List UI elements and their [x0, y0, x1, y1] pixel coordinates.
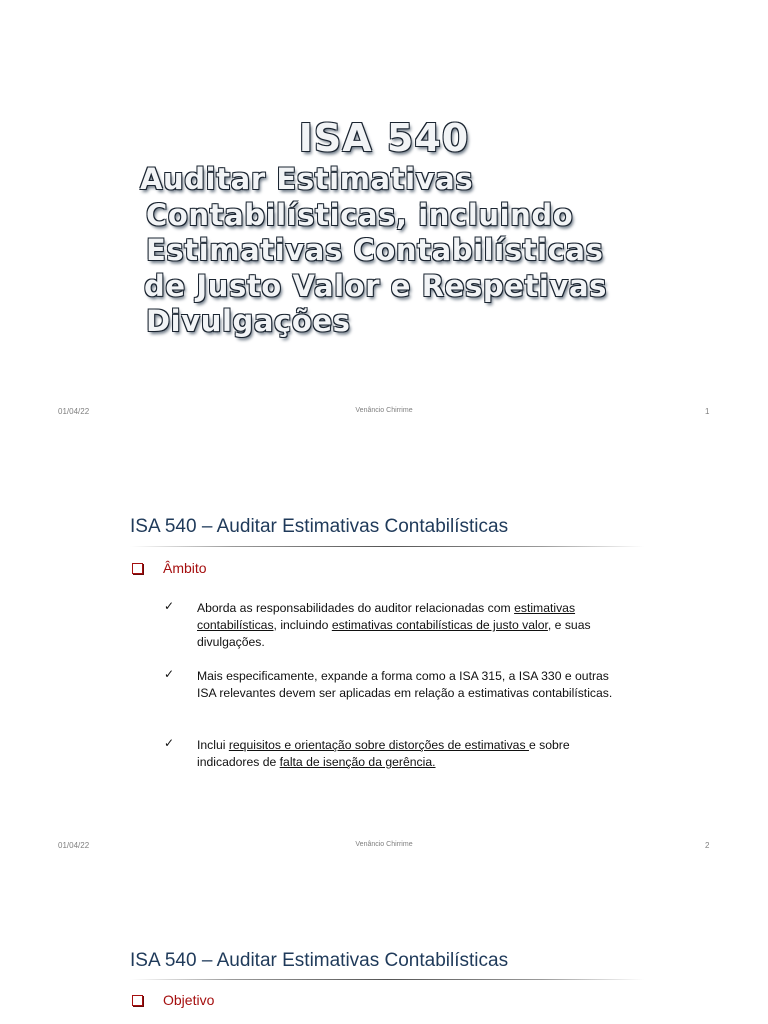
slide-1: [0, 0, 768, 440]
footer-page-number: 1: [705, 407, 710, 416]
footer-author: Venâncio Chirrime: [355, 407, 413, 414]
subtitle-line: Auditar Estimativas: [140, 162, 474, 196]
title-divider: [130, 546, 644, 547]
bullet-text: Mais especificamente, expande a forma como a ISA 315, a ISA 330 e outras ISA relevantes devem ser aplicadas em relação a estimativas contabilísticas.: [197, 669, 613, 700]
slide-1-title: ISA 540: [298, 116, 470, 160]
slide-footer: [0, 841, 768, 855]
footer-date: 01/04/22: [58, 407, 90, 416]
underlined-term: estimativas contabilísticas: [197, 601, 576, 632]
subtitle-line: de Justo Valor e Respetivas: [144, 268, 607, 303]
checkmark-icon: ✓: [164, 736, 175, 750]
slide-3-title: ISA 540 – Auditar Estimativas Contabilísticas: [130, 950, 509, 971]
slide-1-subtitle: [140, 162, 700, 340]
section-heading-ambito: [132, 560, 207, 576]
checkbox-square-icon: [132, 995, 143, 1006]
subtitle-line: Estimativas Contabilísticas: [146, 233, 604, 267]
footer-author: Venâncio Chirrime: [355, 841, 413, 848]
checkbox-square-icon: [132, 563, 143, 574]
subtitle-line: Contabilísticas, incluindo: [146, 197, 574, 232]
bullet-text: Aborda as responsabilidades do auditor relacionadas com estimativas contabilísticas, incluindo estimativas contabilísticas de justo valor, e suas divulgações.: [197, 601, 591, 649]
subtitle-line: Divulgações: [146, 304, 351, 338]
underlined-term: falta de isenção da gerência.: [279, 755, 436, 769]
bullet-text: Inclui requisitos e orientação sobre distorções de estimativas e sobre indicadores de falta de isenção da gerência.: [197, 738, 570, 769]
slide-2: [0, 440, 768, 880]
section-heading-objetivo: [132, 992, 214, 1008]
section-label: Âmbito: [163, 560, 207, 576]
slide-2-title: ISA 540 – Auditar Estimativas Contabilísticas: [130, 516, 509, 537]
slide-footer: [0, 407, 768, 421]
section-label: Objetivo: [163, 992, 215, 1008]
slide-3: [0, 880, 768, 1024]
checkmark-icon: ✓: [164, 599, 175, 613]
footer-page-number: 2: [705, 841, 710, 850]
title-divider: [130, 979, 644, 980]
underlined-term: estimativas contabilísticas de justo valor: [331, 618, 548, 632]
underlined-term: requisitos e orientação sobre distorções de estimativas: [228, 738, 529, 752]
checkmark-icon: ✓: [164, 667, 175, 681]
footer-date: 01/04/22: [58, 841, 90, 850]
